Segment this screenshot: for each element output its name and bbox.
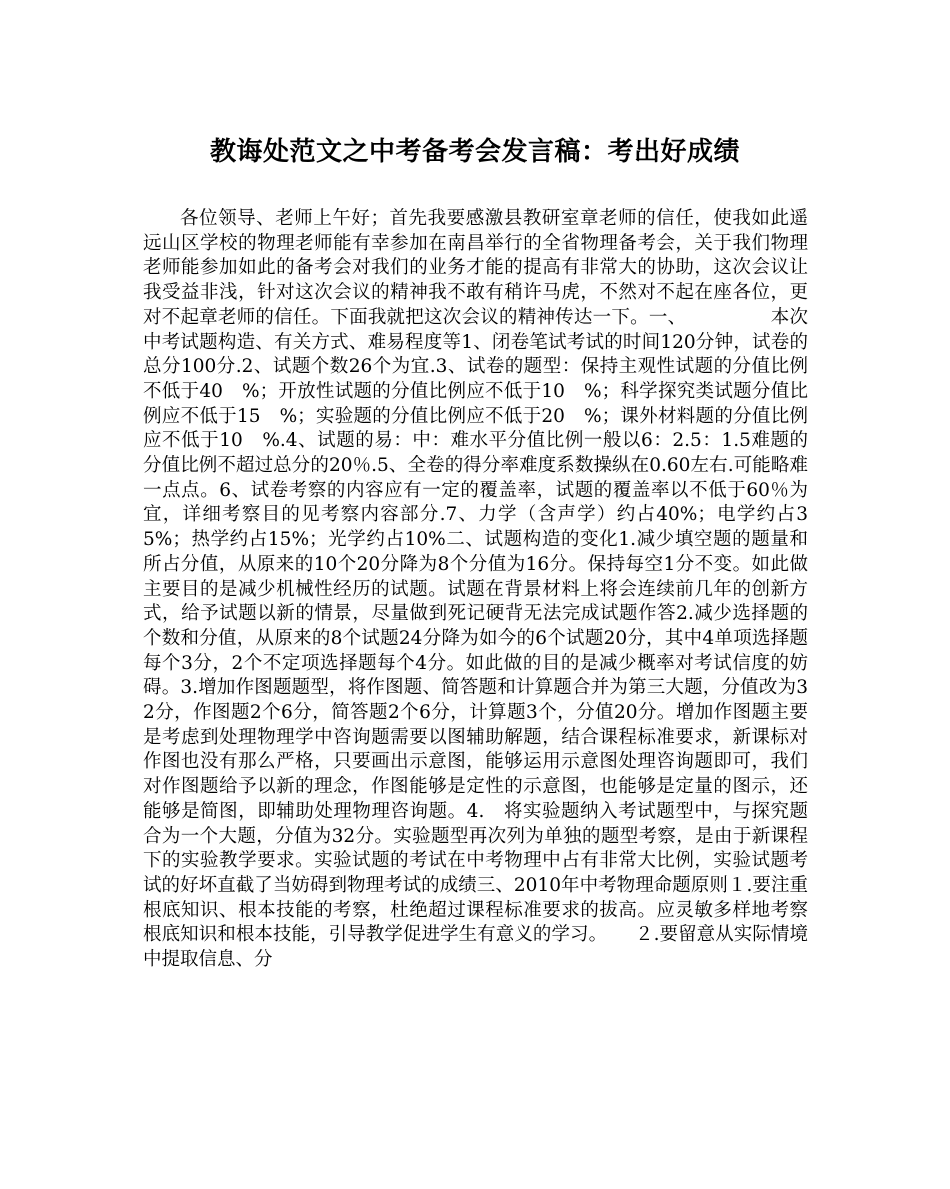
- document-body-paragraph: 各位领导、老师上午好；首先我要感激县教研室章老师的信任，使我如此遥远山区学校的物理老师能有幸参加在南昌举行的全省物理备考会，关于我们物理老师能参加如此的备考会对我们的业务才能的提高有非常大的协助，这次会议让我受益非浅，针对这次会议的精神我不敢有稍许马虎，不然对不起在座各位，更对不起章老师的信任。下面我就把这次会议的精神传达一下。一、 本次中考试题构造、有关方式、难易程度等1、闭卷笔试考试的时间120分钟，试卷的总分100分.2、试题个数26个为宜.3、试卷的题型：保持主观性试题的分值比例不低于40 %；开放性试题的分值比例应不低于10 %；科学探究类试题分值比例应不低于15 %；实验题的分值比例应不低于20 %；课外材料题的分值比例应不低于10 %.4、试题的易：中：难水平分值比例一般以6：2.5：1.5难题的分值比例不超过总分的20％.5、全卷的得分率难度系数操纵在0.60左右.可能略难一点点。6、试卷考察的内容应有一定的覆盖率，试题的覆盖率以不低于60％为宜，详细考察目的见考察内容部分.7、力学（含声学）约占40%；电学约占35%；热学约占15%；光学约占10%二、试题构造的变化1.减少填空题的题量和所占分值，从原来的10个20分降为8个分值为16分。保持每空1分不变。如此做主要目的是减少机械性经历的试题。试题在背景材料上将会连续前几年的创新方式，给予试题以新的情景，尽量做到死记硬背无法完成试题作答2.减少选择题的个数和分值，从原来的8个试题24分降为如今的6个试题20分，其中4单项选择题每个3分，2个不定项选择题每个4分。如此做的目的是减少概率对考试信度的妨碍。3.增加作图题题型，将作图题、简答题和计算题合并为第三大题，分值改为32分，作图题2个6分，简答题2个6分，计算题3个，分值20分。增加作图题主要是考虑到处理物理学中咨询题需要以图辅助解题，结合课程标准要求，新课标对作图也没有那么严格，只要画出示意图，能够运用示意图处理咨询题即可，我们对作图题给予以新的理念，作图能够是定性的示意图，也能够是定量的图示，还能够是简图，即辅助处理物理咨询题。4. 将实验题纳入考试题型中，与探究题合为一个大题，分值为32分。实验题型再次列为单独的题型考察，是由于新课程下的实验教学要求。实验试题的考试在中考物理中占有非常大比例，实验试题考试的好坏直截了当妨碍到物理考试的成绩三、2010年中考物理命题原则１.要注重根底知识、根本技能的考察，杜绝超过课程标准要求的拔高。应灵敏多样地考察根底知识和根本技能，引导教学促进学生有意义的学习。 ２.要留意从实际情境中提取信息、分: [143, 208, 808, 971]
- document-title: 教诲处范文之中考备考会发言稿：考出好成绩: [209, 137, 740, 167]
